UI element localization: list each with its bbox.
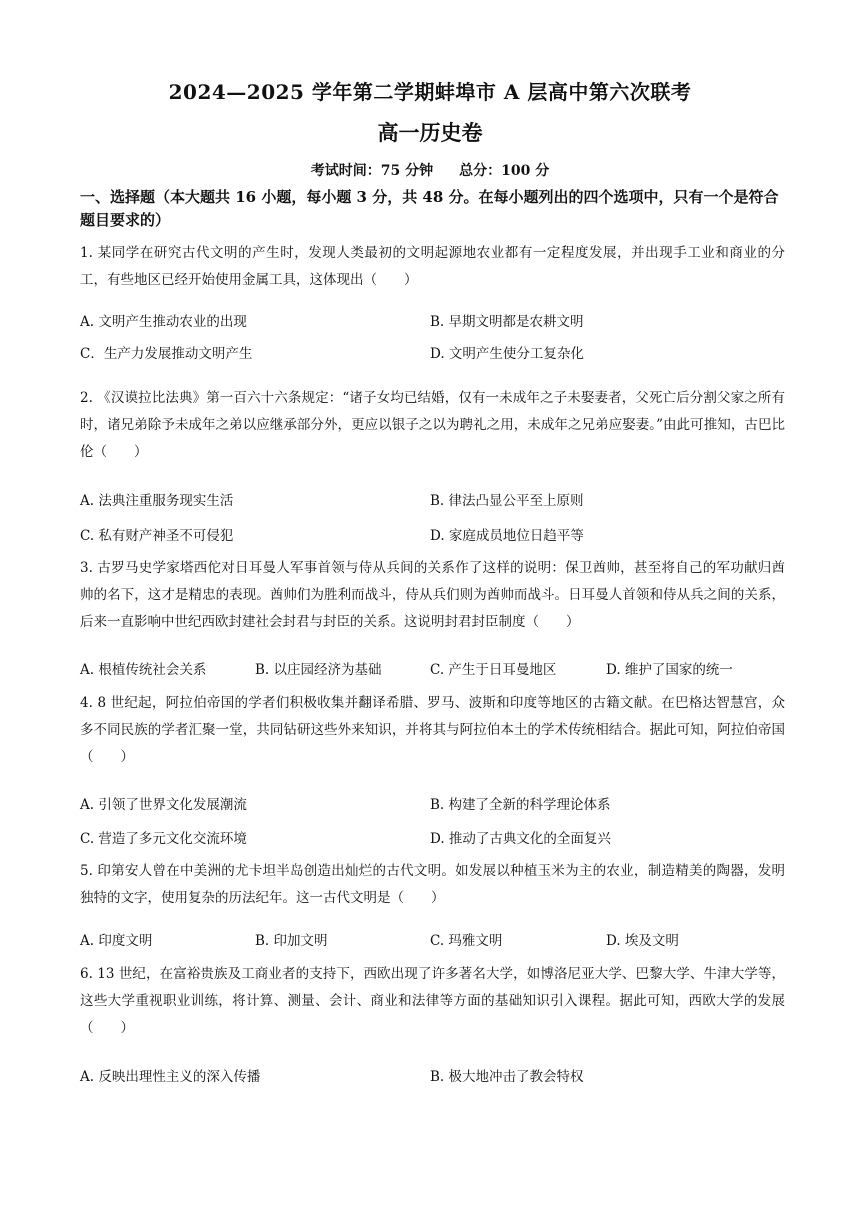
question-4-option-c[interactable]: C. 营造了多元文化交流环境 — [80, 831, 247, 847]
question-2-option-b[interactable]: B. 律法凸显公平至上原则 — [430, 493, 584, 509]
question-4-option-d[interactable]: D. 推动了古典文化的全面复兴 — [430, 831, 611, 847]
question-5-stem: 5. 印第安人曾在中美洲的尤卡坦半岛创造出灿烂的古代文明。如发展以种植玉米为主的农业，制造精美的陶器，发明独特的文字，使用复杂的历法纪年。这一古代文明是（ ） — [80, 863, 785, 906]
question-2-option-c[interactable]: C. 私有财产神圣不可侵犯 — [80, 528, 234, 544]
question-5-option-d[interactable]: D. 埃及文明 — [606, 933, 679, 949]
question-3-stem: 3. 古罗马史学家塔西佗对日耳曼人军事首领与侍从兵间的关系作了这样的说明：保卫酋帅，甚至将自己的军功献归酋帅的名下，这才是精忠的表现。酋帅们为胜利而战斗，侍从兵们则为酋帅而战斗。日耳曼人首领和侍从兵之间的关系，后来一直影响中世纪西欧封建社会封君与封臣的关系。这说明封君封臣制度（ ） — [80, 560, 785, 630]
question-3-option-c[interactable]: C. 产生于日耳曼地区 — [430, 662, 557, 678]
question-4-stem: 4. 8 世纪起，阿拉伯帝国的学者们积极收集并翻译希腊、罗马、波斯和印度等地区的古籍文献。在巴格达智慧宫，众多不同民族的学者汇聚一堂，共同钻研这些外来知识，并将其与阿拉伯本土的学术传统相结合。据此可知，阿拉伯帝国（ ） — [80, 695, 785, 765]
question-4-option-b[interactable]: B. 构建了全新的科学理论体系 — [430, 797, 611, 813]
question-3-option-d[interactable]: D. 维护了国家的统一 — [606, 662, 733, 678]
exam-score: 总分：100 分 — [459, 163, 550, 179]
section-heading: 一、选择题（本大题共 16 小题，每小题 3 分，共 48 分。在每小题列出的四个选项中，只有一个是符合题目要求的） — [80, 188, 779, 229]
question-1-option-d[interactable]: D. 文明产生使分工复杂化 — [430, 346, 584, 362]
exam-meta — [0, 160, 860, 180]
exam-subtitle: 高一历史卷 — [377, 120, 483, 145]
exam-time: 考试时间：75 分钟 — [310, 163, 434, 179]
question-3-option-a[interactable]: A. 根植传统社会关系 — [80, 662, 207, 678]
question-5-option-c[interactable]: C. 玛雅文明 — [430, 933, 503, 949]
question-6-option-a[interactable]: A. 反映出理性主义的深入传播 — [80, 1069, 261, 1085]
question-1-option-a[interactable]: A. 文明产生推动农业的出现 — [80, 314, 247, 330]
question-1-stem: 1. 某同学在研究古代文明的产生时，发现人类最初的文明起源地农业都有一定程度发展，并出现手工业和商业的分工，有些地区已经开始使用金属工具，这体现出（ ） — [80, 245, 785, 288]
question-3-option-b[interactable]: B. 以庄园经济为基础 — [255, 662, 382, 678]
question-2-option-d[interactable]: D. 家庭成员地位日趋平等 — [430, 528, 584, 544]
question-2-stem: 2. 《汉谟拉比法典》第一百六十六条规定：“诸子女均已结婚，仅有一未成年之子未娶妻者，父死亡后分割父家之所有时，诸兄弟除予未成年之弟以应继承部分外，更应以银子之以为聘礼之用，未成年之兄弟应娶妻。”由此可推知，古巴比伦（ ） — [80, 390, 785, 460]
question-6-stem: 6. 13 世纪，在富裕贵族及工商业者的支持下，西欧出现了许多著名大学，如博洛尼亚大学、巴黎大学、牛津大学等，这些大学重视职业训练，将计算、测量、会计、商业和法律等方面的基础知识引入课程。据此可知，西欧大学的发展（ ） — [80, 966, 785, 1036]
question-5-option-b[interactable]: B. 印加文明 — [255, 933, 328, 949]
question-1-option-c[interactable]: C．生产力发展推动文明产生 — [80, 346, 253, 362]
question-1-option-b[interactable]: B. 早期文明都是农耕文明 — [430, 314, 584, 330]
question-5-option-a[interactable]: A. 印度文明 — [80, 933, 153, 949]
question-2-option-a[interactable]: A. 法典注重服务现实生活 — [80, 493, 234, 509]
exam-title: 2024—2025 学年第二学期蚌埠市 A 层高中第六次联考 — [168, 80, 692, 104]
question-4-option-a[interactable]: A. 引领了世界文化发展潮流 — [80, 797, 247, 813]
question-6-option-b[interactable]: B. 极大地冲击了教会特权 — [430, 1069, 584, 1085]
